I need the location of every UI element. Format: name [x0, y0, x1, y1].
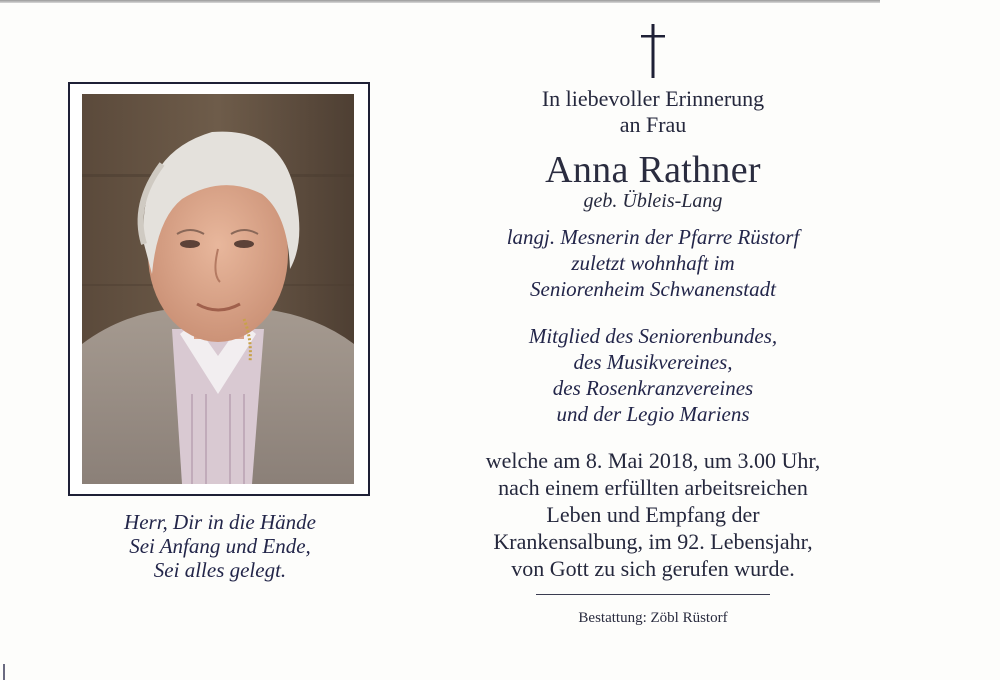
- intro-line: In liebevoller Erinnerung: [541, 86, 765, 111]
- portrait-photo: [82, 94, 354, 484]
- death-line: von Gott zu sich gerufen wurde.: [511, 556, 795, 581]
- bio-line: Seniorenheim Schwanenstadt: [530, 277, 776, 301]
- portrait-frame: [68, 82, 370, 496]
- death-line: Leben und Empfang der: [546, 502, 760, 527]
- biography: [450, 224, 856, 302]
- death-notice: [450, 447, 856, 582]
- remembrance-intro: [450, 86, 856, 138]
- membership-line: des Musikvereines,: [573, 350, 733, 374]
- death-line: welche am 8. Mai 2018, um 3.00 Uhr,: [485, 448, 821, 473]
- maiden-name: geb. Übleis-Lang: [583, 190, 723, 212]
- membership-line: des Rosenkranzvereines: [552, 376, 754, 400]
- bio-line: zuletzt wohnhaft im: [571, 251, 735, 275]
- funeral-home: Bestattung: Zöbl Rüstorf: [578, 610, 728, 626]
- death-line: Krankensalbung, im 92. Lebensjahr,: [493, 529, 813, 554]
- latin-cross-icon: [641, 24, 665, 78]
- separator-line: [536, 594, 770, 595]
- intro-line: an Frau: [619, 112, 687, 137]
- prayer-verse: [70, 510, 370, 582]
- death-line: nach einem erfüllten arbeitsreichen: [498, 475, 808, 500]
- membership-line: Mitglied des Seniorenbundes,: [528, 324, 778, 348]
- top-edge-line: [0, 0, 880, 3]
- bio-line: langj. Mesnerin der Pfarre Rüstorf: [506, 225, 800, 249]
- scan-edge-mark: [3, 664, 5, 680]
- membership-line: und der Legio Mariens: [556, 402, 750, 426]
- portrait-illustration: [82, 94, 354, 484]
- memberships: [450, 323, 856, 427]
- prayer-line: Sei alles gelegt.: [153, 558, 287, 582]
- prayer-line: Herr, Dir in die Hände: [124, 510, 316, 534]
- deceased-name: Anna Rathner: [545, 149, 761, 191]
- prayer-line: Sei Anfang und Ende,: [129, 534, 311, 558]
